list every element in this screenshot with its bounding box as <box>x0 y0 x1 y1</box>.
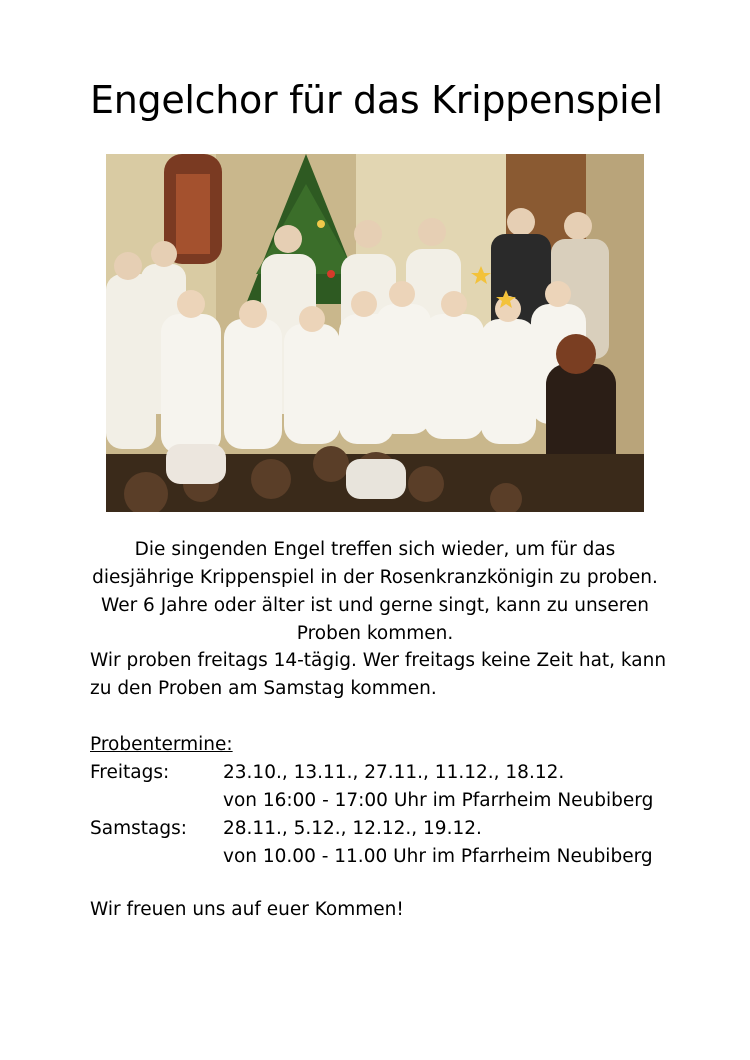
schedule-heading: Probentermine: <box>90 734 233 755</box>
schedule-day: Freitags: <box>90 762 170 783</box>
rehearsal-line: Wir proben freitags 14-tägig. Wer freitags keine Zeit hat, kann <box>90 650 667 671</box>
intro-line: Wer 6 Jahre oder älter ist und gerne singt, kann zu unseren <box>100 595 650 616</box>
intro-paragraph <box>80 536 670 648</box>
schedule-time: von 10.00 - 11.00 Uhr im Pfarrheim Neubiberg <box>223 846 653 867</box>
intro-line: diesjährige Krippenspiel in der Rosenkranzkönigin zu proben. <box>92 567 658 588</box>
schedule-dates: 28.11., 5.12., 12.12., 19.12. <box>223 818 482 839</box>
schedule-time: von 16:00 - 17:00 Uhr im Pfarrheim Neubiberg <box>223 790 654 811</box>
intro-line: Die singenden Engel treffen sich wieder, um für das <box>134 539 616 560</box>
intro-line: Proben kommen. <box>296 623 454 644</box>
angel-choir-photo <box>106 154 644 512</box>
closing-line: Wir freuen uns auf euer Kommen! <box>90 899 404 920</box>
schedule-dates: 23.10., 13.11., 27.11., 11.12., 18.12. <box>223 762 565 783</box>
page-title: Engelchor für das Krippenspiel <box>90 78 663 122</box>
rehearsal-line: zu den Proben am Samstag kommen. <box>90 678 437 699</box>
rehearsal-paragraph <box>90 647 690 703</box>
schedule-day: Samstags: <box>90 818 187 839</box>
